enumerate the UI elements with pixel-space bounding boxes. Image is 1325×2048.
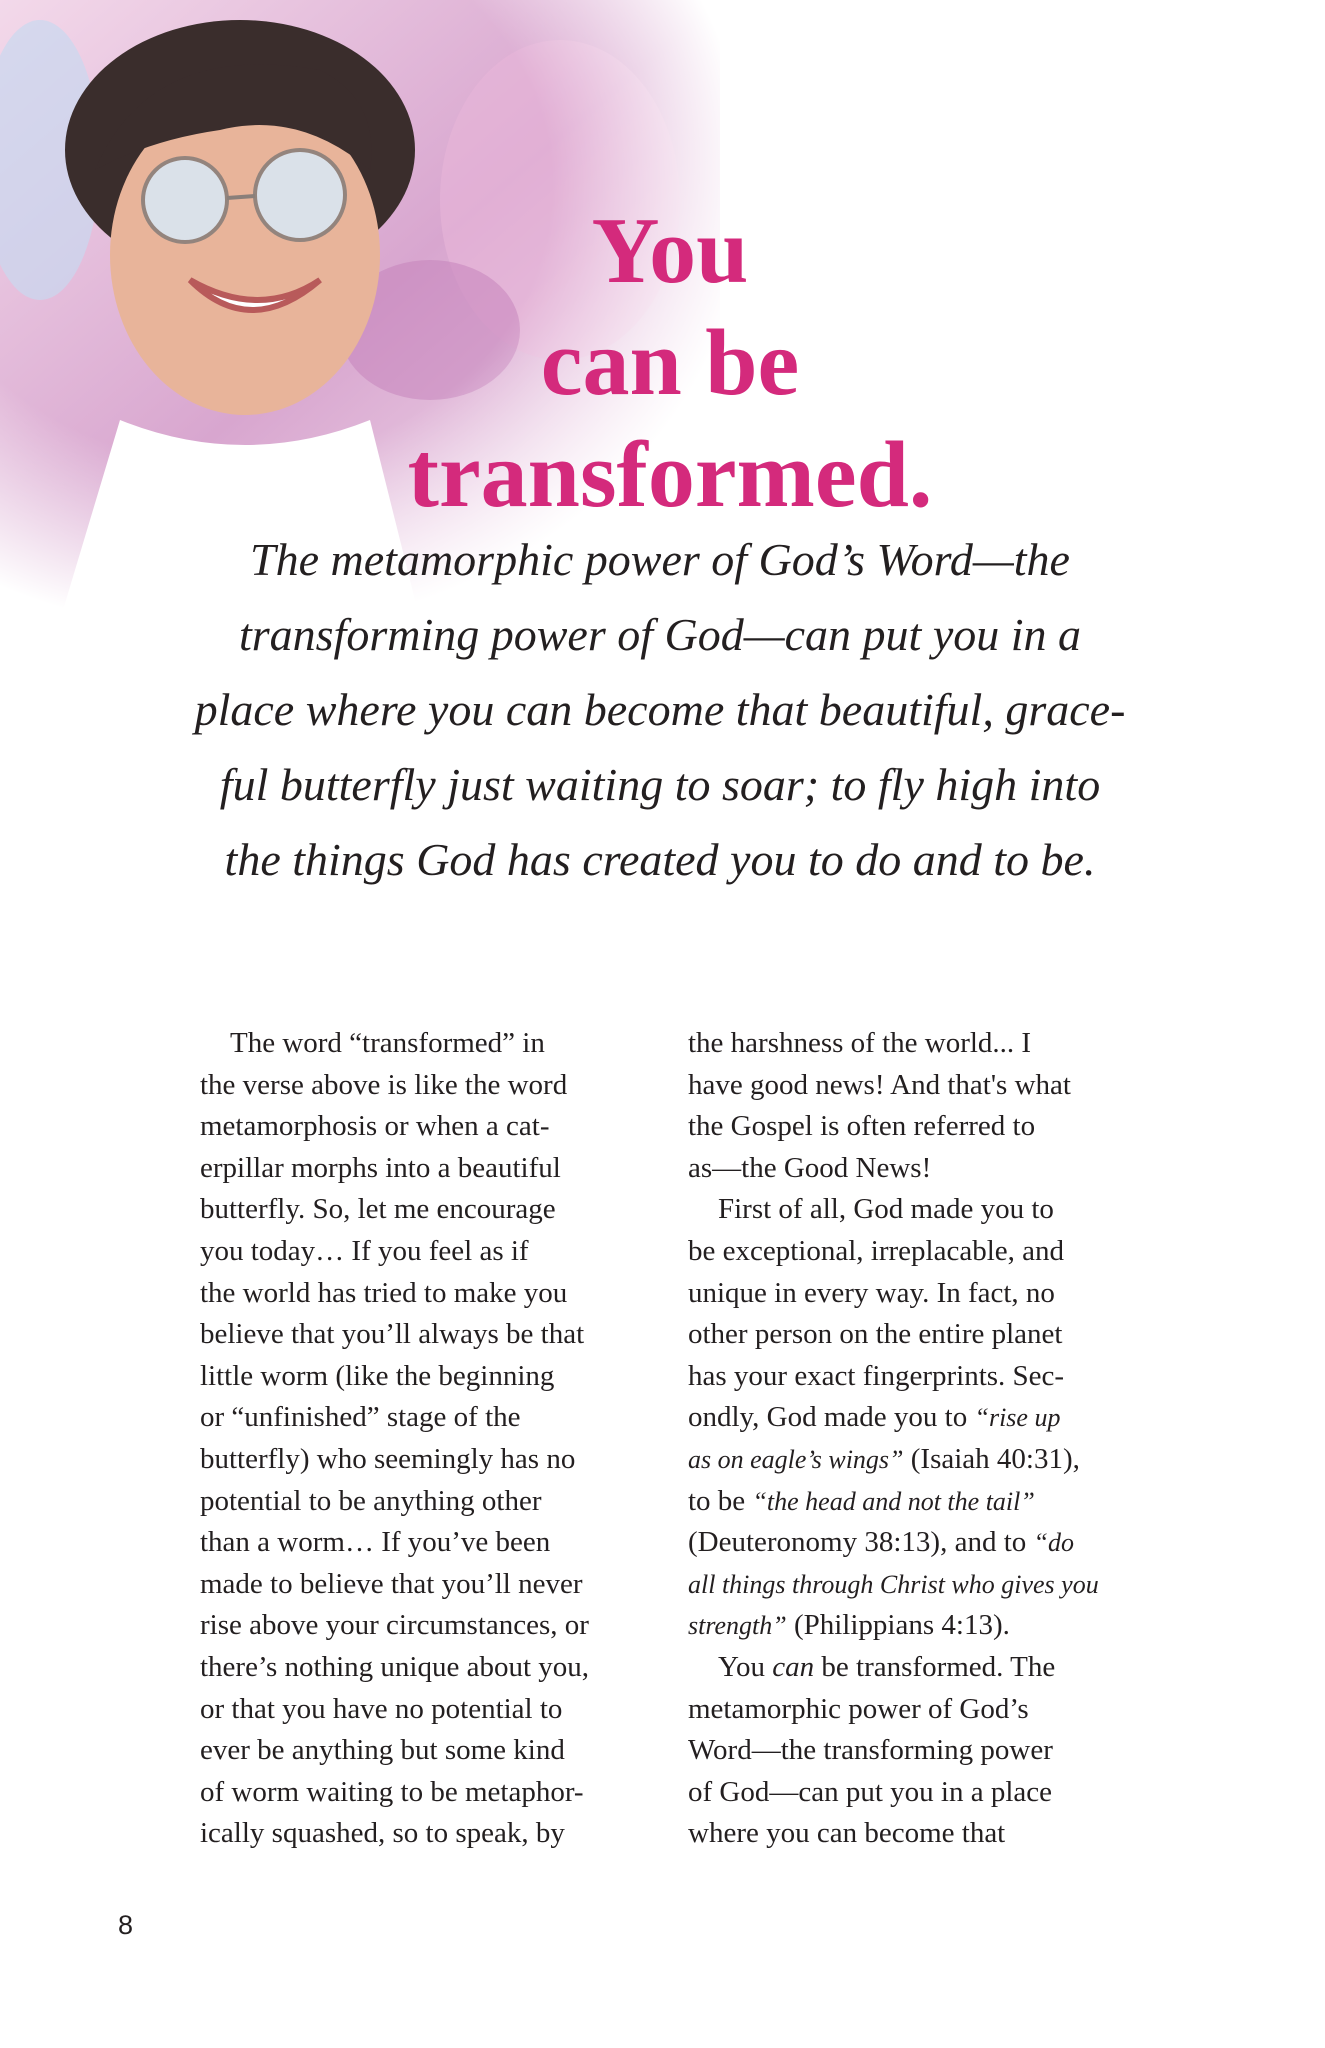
text-line: other person on the entire planet <box>688 1318 1063 1351</box>
text-line: metamorphic power of God’s <box>688 1692 1029 1725</box>
title-line: can be <box>540 311 800 415</box>
text-line: ically squashed, so to speak, by <box>200 1817 565 1850</box>
text-line: Word—the transforming power <box>688 1734 1053 1767</box>
text-run: You <box>718 1650 773 1683</box>
text-run: (Deuteronomy 38:13), and to <box>688 1526 1034 1559</box>
title-line: transformed. <box>407 423 933 527</box>
text-run: to be <box>688 1484 753 1517</box>
lead-line: place where you can become that beautiful, grace- <box>194 684 1126 735</box>
text-line: made to believe that you’ll never <box>200 1567 583 1600</box>
page-number: 8 <box>118 1910 134 1940</box>
text-line: metamorphosis or when a cat- <box>200 1110 550 1143</box>
emphasis: can <box>772 1650 815 1683</box>
scripture-quote: “rise up <box>974 1403 1061 1433</box>
scripture-quote: as on eagle’s wings” <box>688 1444 904 1474</box>
text-line: have good news! And that's what <box>688 1068 1071 1101</box>
text-line: rise above your circumstances, or <box>200 1609 589 1642</box>
text-line: where you can become that <box>688 1817 1006 1850</box>
scripture-quote: “do <box>1033 1528 1074 1558</box>
text-line: has your exact fingerprints. Sec- <box>688 1359 1065 1392</box>
text-line <box>688 1605 1148 1647</box>
text-line: unique in every way. In fact, no <box>688 1276 1055 1309</box>
text-run: (Philippians 4:13). <box>786 1609 1010 1642</box>
scripture-quote: all things through Christ who gives you <box>688 1569 1099 1599</box>
text-line: as—the Good News! <box>688 1151 932 1184</box>
text-line: First of all, God made you to <box>718 1193 1054 1226</box>
lead-line: The metamorphic power of God’s Word—the <box>250 534 1070 585</box>
text-line: or that you have no potential to <box>200 1692 563 1725</box>
text-line: the verse above is like the word <box>200 1068 568 1101</box>
text-line <box>688 1647 1148 1689</box>
lead-line: ful butterfly just waiting to soar; to fly high into <box>219 759 1101 810</box>
text-line: of God—can put you in a place <box>688 1775 1053 1808</box>
text-run: ondly, God made you to <box>688 1401 975 1434</box>
text-line: the Gospel is often referred to <box>688 1110 1036 1143</box>
body-column-right <box>688 1023 1148 1855</box>
text-line: believe that you’ll always be that <box>200 1318 585 1351</box>
text-run: be transformed. The <box>814 1650 1056 1683</box>
text-line <box>688 1522 1148 1564</box>
title-line: You <box>591 199 749 303</box>
text-line <box>688 1397 1148 1439</box>
text-line: butterfly) who seemingly has no <box>200 1442 576 1475</box>
scripture-quote: “the head and not the tail” <box>752 1486 1035 1516</box>
scripture-quote: strength” <box>688 1611 787 1641</box>
text-line: you today… If you feel as if <box>200 1234 529 1267</box>
lead-line: transforming power of God—can put you in a <box>238 609 1082 660</box>
text-line <box>688 1481 1148 1523</box>
text-line: there’s nothing unique about you, <box>200 1650 590 1683</box>
text-line <box>688 1439 1148 1481</box>
text-line: the world has tried to make you <box>200 1276 568 1309</box>
text-line: than a worm… If you’ve been <box>200 1526 551 1559</box>
lead-quote <box>180 522 1140 897</box>
text-line: the harshness of the world... I <box>688 1027 1032 1059</box>
text-line: erpillar morphs into a beautiful <box>200 1151 561 1184</box>
page-title <box>380 195 960 531</box>
body-column-left <box>200 1023 660 1855</box>
text-line: ever be anything but some kind <box>200 1734 565 1767</box>
text-line: or “unfinished” stage of the <box>200 1401 521 1434</box>
text-line: The word “transformed” in <box>230 1027 545 1059</box>
text-line: little worm (like the beginning <box>200 1359 555 1392</box>
text-line: butterfly. So, let me encourage <box>200 1193 556 1226</box>
text-line: potential to be anything other <box>200 1484 542 1517</box>
text-line: of worm waiting to be metaphor- <box>200 1775 584 1808</box>
lead-line: the things God has created you to do and to be. <box>224 834 1096 885</box>
text-line: be exceptional, irreplacable, and <box>688 1234 1064 1267</box>
text-run: (Isaiah 40:31), <box>903 1442 1080 1475</box>
